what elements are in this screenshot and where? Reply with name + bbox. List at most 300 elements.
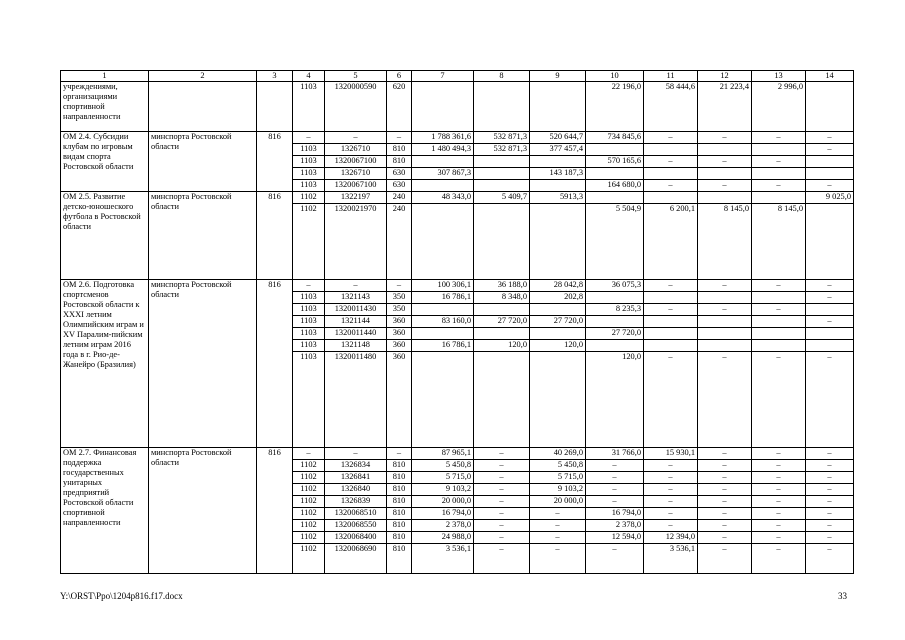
code-cell-c4: 1102	[293, 520, 325, 532]
header-cell: 13	[752, 71, 806, 82]
value-cell-c13	[752, 168, 806, 180]
value-cell-c7: 83 160,0	[412, 316, 474, 328]
value-cell-c14	[806, 82, 854, 132]
value-cell-c9: 143 187,3	[530, 168, 586, 180]
value-cell-c9: 377 457,4	[530, 144, 586, 156]
value-cell-c7: 5 715,0	[412, 472, 474, 484]
header-cell: 12	[698, 71, 752, 82]
table-row	[61, 448, 854, 460]
grbs-cell	[257, 82, 293, 132]
value-cell-c7	[412, 156, 474, 168]
value-cell-c14: –	[806, 316, 854, 328]
value-cell-c10: 12 594,0	[586, 532, 644, 544]
value-cell-c11: 6 200,1	[644, 204, 698, 280]
code-cell-c6: 810	[387, 544, 412, 574]
value-cell-c9	[530, 328, 586, 340]
value-cell-c8	[474, 328, 530, 340]
code-cell-c6: 360	[387, 340, 412, 352]
value-cell-c13	[752, 328, 806, 340]
code-cell-c5: 1326839	[325, 496, 387, 508]
code-cell-c4: –	[293, 448, 325, 460]
value-cell-c12: –	[698, 448, 752, 460]
value-cell-c14	[806, 328, 854, 340]
value-cell-c8: 532 871,3	[474, 144, 530, 156]
value-cell-c11: –	[644, 132, 698, 144]
value-cell-c12	[698, 328, 752, 340]
code-cell-c4: 1102	[293, 204, 325, 280]
value-cell-c14	[806, 204, 854, 280]
value-cell-c9	[530, 304, 586, 316]
value-cell-c14: –	[806, 132, 854, 144]
code-cell-c4: 1102	[293, 508, 325, 520]
value-cell-c7: 16 786,1	[412, 340, 474, 352]
code-cell-c5: 1326840	[325, 484, 387, 496]
value-cell-c8: 120,0	[474, 340, 530, 352]
header-cell: 4	[293, 71, 325, 82]
code-cell-c6: 360	[387, 352, 412, 448]
value-cell-c9	[530, 180, 586, 192]
value-cell-c9	[530, 156, 586, 168]
value-cell-c12	[698, 316, 752, 328]
value-cell-c13: –	[752, 520, 806, 532]
activity-name-cell: ОМ 2.5. Развитие детско-юношеского футбола в Ростовской области	[61, 192, 149, 280]
code-cell-c6: 360	[387, 316, 412, 328]
value-cell-c8: 532 871,3	[474, 132, 530, 144]
value-cell-c14: –	[806, 180, 854, 192]
code-cell-c4: 1103	[293, 168, 325, 180]
value-cell-c9: 120,0	[530, 340, 586, 352]
value-cell-c8	[474, 304, 530, 316]
value-cell-c10: 734 845,6	[586, 132, 644, 144]
table-row	[61, 132, 854, 144]
value-cell-c10: 22 196,0	[586, 82, 644, 132]
footer-file-path: Y:\ORST\Ppo\1204p816.f17.docx	[60, 591, 183, 601]
code-cell-c6: –	[387, 132, 412, 144]
value-cell-c11: –	[644, 304, 698, 316]
code-cell-c5: 1321143	[325, 292, 387, 304]
value-cell-c14	[806, 340, 854, 352]
value-cell-c8: –	[474, 544, 530, 574]
header-cell: 7	[412, 71, 474, 82]
value-cell-c11	[644, 168, 698, 180]
value-cell-c11	[644, 340, 698, 352]
value-cell-c11: –	[644, 156, 698, 168]
code-cell-c6: 240	[387, 204, 412, 280]
code-cell-c5: 1321148	[325, 340, 387, 352]
value-cell-c7: 5 450,8	[412, 460, 474, 472]
code-cell-c5: 1321144	[325, 316, 387, 328]
table-row	[61, 82, 854, 132]
value-cell-c8	[474, 156, 530, 168]
value-cell-c9: 5 715,0	[530, 472, 586, 484]
code-cell-c6: 810	[387, 472, 412, 484]
value-cell-c12	[698, 192, 752, 204]
code-cell-c4: 1102	[293, 460, 325, 472]
code-cell-c6: 810	[387, 496, 412, 508]
value-cell-c12: –	[698, 132, 752, 144]
value-cell-c11: –	[644, 280, 698, 292]
code-cell-c4: 1103	[293, 328, 325, 340]
value-cell-c9	[530, 204, 586, 280]
code-cell-c4: 1103	[293, 144, 325, 156]
value-cell-c11: –	[644, 472, 698, 484]
value-cell-c14	[806, 304, 854, 316]
value-cell-c12: –	[698, 520, 752, 532]
code-cell-c6: 630	[387, 168, 412, 180]
value-cell-c12: –	[698, 460, 752, 472]
code-cell-c4: 1103	[293, 180, 325, 192]
code-cell-c5: 1320068400	[325, 532, 387, 544]
value-cell-c7: 1 480 494,3	[412, 144, 474, 156]
value-cell-c10: –	[586, 544, 644, 574]
value-cell-c12: 8 145,0	[698, 204, 752, 280]
value-cell-c10: 164 680,0	[586, 180, 644, 192]
code-cell-c5: 1320000590	[325, 82, 387, 132]
code-cell-c4: 1102	[293, 484, 325, 496]
executor-cell: минспорта Ростовской области	[149, 280, 257, 448]
code-cell-c6: 620	[387, 82, 412, 132]
code-cell-c5: 1326834	[325, 460, 387, 472]
activity-name-cell: ОМ 2.4. Субсидии клубам по игровым видам спорта Ростовской области	[61, 132, 149, 192]
value-cell-c8: –	[474, 484, 530, 496]
code-cell-c5: –	[325, 132, 387, 144]
header-cell: 3	[257, 71, 293, 82]
value-cell-c8: –	[474, 508, 530, 520]
grbs-cell: 816	[257, 192, 293, 280]
value-cell-c8	[474, 204, 530, 280]
value-cell-c13: –	[752, 496, 806, 508]
header-cell: 2	[149, 71, 257, 82]
value-cell-c7: 1 788 361,6	[412, 132, 474, 144]
activity-name-cell: ОМ 2.7. Финансовая поддержка государственных унитарных предприятий Ростовской области спортивной направленности	[61, 448, 149, 574]
value-cell-c12: –	[698, 352, 752, 448]
value-cell-c9: 202,8	[530, 292, 586, 304]
value-cell-c10: 36 075,3	[586, 280, 644, 292]
value-cell-c8: 36 188,0	[474, 280, 530, 292]
code-cell-c4: 1103	[293, 352, 325, 448]
footer-page-number: 33	[838, 591, 847, 601]
value-cell-c13: –	[752, 156, 806, 168]
code-cell-c4: –	[293, 132, 325, 144]
value-cell-c14: –	[806, 508, 854, 520]
value-cell-c9: 520 644,7	[530, 132, 586, 144]
value-cell-c11	[644, 192, 698, 204]
code-cell-c6: 810	[387, 460, 412, 472]
code-cell-c5: 1320068690	[325, 544, 387, 574]
value-cell-c10	[586, 144, 644, 156]
value-cell-c14	[806, 168, 854, 180]
value-cell-c10: 120,0	[586, 352, 644, 448]
code-cell-c6: 810	[387, 484, 412, 496]
value-cell-c13: –	[752, 484, 806, 496]
value-cell-c12: –	[698, 484, 752, 496]
value-cell-c8	[474, 352, 530, 448]
value-cell-c11	[644, 316, 698, 328]
code-cell-c4: 1103	[293, 292, 325, 304]
value-cell-c7: 307 867,3	[412, 168, 474, 180]
value-cell-c11: –	[644, 496, 698, 508]
budget-table	[60, 70, 854, 574]
value-cell-c13: –	[752, 280, 806, 292]
value-cell-c7: 48 343,0	[412, 192, 474, 204]
executor-cell: минспорта Ростовской области	[149, 448, 257, 574]
value-cell-c13: –	[752, 304, 806, 316]
value-cell-c7	[412, 204, 474, 280]
code-cell-c6: 810	[387, 508, 412, 520]
value-cell-c13: –	[752, 460, 806, 472]
header-cell: 8	[474, 71, 530, 82]
header-cell: 6	[387, 71, 412, 82]
code-cell-c4: 1102	[293, 532, 325, 544]
value-cell-c12: –	[698, 180, 752, 192]
code-cell-c4: 1102	[293, 472, 325, 484]
code-cell-c4: 1102	[293, 192, 325, 204]
value-cell-c8: –	[474, 520, 530, 532]
executor-cell: минспорта Ростовской области	[149, 192, 257, 280]
value-cell-c9: –	[530, 520, 586, 532]
value-cell-c11	[644, 144, 698, 156]
value-cell-c8: 5 409,7	[474, 192, 530, 204]
code-cell-c5: 1320067100	[325, 156, 387, 168]
value-cell-c13: –	[752, 544, 806, 574]
value-cell-c14: –	[806, 520, 854, 532]
activity-name-cell: ОМ 2.6. Подготовка спортсменов Ростовской области к XXXI летним Олимпийским играм и XV Паралим-пийским летним играм 2016 года в г. Рио-де-Жанейро (Бразилия)	[61, 280, 149, 448]
code-cell-c5: 1326841	[325, 472, 387, 484]
value-cell-c9: 27 720,0	[530, 316, 586, 328]
value-cell-c14: –	[806, 292, 854, 304]
value-cell-c9: 40 269,0	[530, 448, 586, 460]
value-cell-c7: 16 794,0	[412, 508, 474, 520]
value-cell-c13	[752, 144, 806, 156]
header-cell: 1	[61, 71, 149, 82]
value-cell-c10: –	[586, 472, 644, 484]
value-cell-c12: –	[698, 508, 752, 520]
value-cell-c8: –	[474, 448, 530, 460]
value-cell-c7: 24 988,0	[412, 532, 474, 544]
value-cell-c11	[644, 328, 698, 340]
grbs-cell: 816	[257, 280, 293, 448]
value-cell-c13	[752, 340, 806, 352]
value-cell-c7	[412, 304, 474, 316]
grbs-cell: 816	[257, 448, 293, 574]
value-cell-c10	[586, 168, 644, 180]
value-cell-c14: –	[806, 484, 854, 496]
value-cell-c12	[698, 168, 752, 180]
value-cell-c13: –	[752, 132, 806, 144]
table-body	[61, 71, 854, 574]
header-cell: 10	[586, 71, 644, 82]
value-cell-c12	[698, 292, 752, 304]
value-cell-c13: –	[752, 472, 806, 484]
code-cell-c6: –	[387, 448, 412, 460]
table-row	[61, 280, 854, 292]
value-cell-c7	[412, 82, 474, 132]
value-cell-c13	[752, 192, 806, 204]
code-cell-c6: 240	[387, 192, 412, 204]
value-cell-c12	[698, 340, 752, 352]
executor-cell: минспорта Ростовской области	[149, 132, 257, 192]
value-cell-c13: –	[752, 180, 806, 192]
code-cell-c5: –	[325, 280, 387, 292]
value-cell-c8: –	[474, 532, 530, 544]
code-cell-c4: 1103	[293, 82, 325, 132]
value-cell-c9: 28 042,8	[530, 280, 586, 292]
value-cell-c11: –	[644, 460, 698, 472]
code-cell-c6: 360	[387, 328, 412, 340]
value-cell-c11: –	[644, 520, 698, 532]
code-cell-c5: 1326710	[325, 168, 387, 180]
value-cell-c10	[586, 316, 644, 328]
code-cell-c5: 1326710	[325, 144, 387, 156]
value-cell-c10	[586, 192, 644, 204]
value-cell-c7: 9 103,2	[412, 484, 474, 496]
value-cell-c7: 100 306,1	[412, 280, 474, 292]
value-cell-c8: 8 348,0	[474, 292, 530, 304]
value-cell-c9	[530, 82, 586, 132]
value-cell-c10: –	[586, 460, 644, 472]
code-cell-c6: 350	[387, 304, 412, 316]
value-cell-c12: –	[698, 496, 752, 508]
value-cell-c12	[698, 144, 752, 156]
code-cell-c6: 810	[387, 532, 412, 544]
value-cell-c10: 2 378,0	[586, 520, 644, 532]
value-cell-c10: 8 235,3	[586, 304, 644, 316]
value-cell-c10: –	[586, 484, 644, 496]
value-cell-c7	[412, 328, 474, 340]
executor-cell	[149, 82, 257, 132]
value-cell-c13: –	[752, 508, 806, 520]
value-cell-c14: –	[806, 544, 854, 574]
value-cell-c8	[474, 180, 530, 192]
value-cell-c12: –	[698, 472, 752, 484]
header-cell: 5	[325, 71, 387, 82]
code-cell-c6: 810	[387, 156, 412, 168]
code-cell-c4: –	[293, 280, 325, 292]
code-cell-c5: –	[325, 448, 387, 460]
value-cell-c9: 5 450,8	[530, 460, 586, 472]
value-cell-c13: –	[752, 352, 806, 448]
value-cell-c9: 9 103,2	[530, 484, 586, 496]
value-cell-c14: –	[806, 352, 854, 448]
code-cell-c5: 1320021970	[325, 204, 387, 280]
value-cell-c12: –	[698, 544, 752, 574]
code-cell-c4: 1103	[293, 316, 325, 328]
value-cell-c12: –	[698, 156, 752, 168]
value-cell-c9	[530, 352, 586, 448]
value-cell-c9: 20 000,0	[530, 496, 586, 508]
header-cell: 14	[806, 71, 854, 82]
code-cell-c6: 630	[387, 180, 412, 192]
value-cell-c14: –	[806, 472, 854, 484]
value-cell-c13: 2 996,0	[752, 82, 806, 132]
code-cell-c4: 1103	[293, 156, 325, 168]
value-cell-c8	[474, 168, 530, 180]
value-cell-c7	[412, 352, 474, 448]
code-cell-c6: –	[387, 280, 412, 292]
value-cell-c14	[806, 156, 854, 168]
value-cell-c10	[586, 292, 644, 304]
value-cell-c8: –	[474, 496, 530, 508]
code-cell-c5: 1320068510	[325, 508, 387, 520]
value-cell-c9: –	[530, 508, 586, 520]
code-cell-c5: 1320011480	[325, 352, 387, 448]
value-cell-c10: –	[586, 496, 644, 508]
value-cell-c14: –	[806, 496, 854, 508]
value-cell-c7: 3 536,1	[412, 544, 474, 574]
code-cell-c6: 810	[387, 144, 412, 156]
code-cell-c6: 350	[387, 292, 412, 304]
value-cell-c11: 15 930,1	[644, 448, 698, 460]
value-cell-c7	[412, 180, 474, 192]
value-cell-c11: –	[644, 484, 698, 496]
value-cell-c11: –	[644, 352, 698, 448]
value-cell-c14: –	[806, 448, 854, 460]
value-cell-c14: –	[806, 280, 854, 292]
value-cell-c13: 8 145,0	[752, 204, 806, 280]
code-cell-c4: 1102	[293, 496, 325, 508]
code-cell-c5: 1320068550	[325, 520, 387, 532]
value-cell-c9: –	[530, 532, 586, 544]
value-cell-c7: 16 786,1	[412, 292, 474, 304]
value-cell-c9: 5913,3	[530, 192, 586, 204]
value-cell-c11: 58 444,6	[644, 82, 698, 132]
value-cell-c14: 9 025,0	[806, 192, 854, 204]
value-cell-c13	[752, 316, 806, 328]
code-cell-c5: 1322197	[325, 192, 387, 204]
value-cell-c10: 27 720,0	[586, 328, 644, 340]
value-cell-c11: 12 394,0	[644, 532, 698, 544]
code-cell-c5: 1320067100	[325, 180, 387, 192]
value-cell-c8: –	[474, 460, 530, 472]
code-cell-c5: 1320011430	[325, 304, 387, 316]
header-row	[61, 71, 854, 82]
value-cell-c11: 3 536,1	[644, 544, 698, 574]
header-cell: 11	[644, 71, 698, 82]
grbs-cell: 816	[257, 132, 293, 192]
value-cell-c12: –	[698, 532, 752, 544]
value-cell-c11: –	[644, 180, 698, 192]
value-cell-c14: –	[806, 460, 854, 472]
value-cell-c8: 27 720,0	[474, 316, 530, 328]
value-cell-c14: –	[806, 144, 854, 156]
value-cell-c8	[474, 82, 530, 132]
value-cell-c10: 16 794,0	[586, 508, 644, 520]
value-cell-c8: –	[474, 472, 530, 484]
value-cell-c13	[752, 292, 806, 304]
value-cell-c12: 21 223,4	[698, 82, 752, 132]
code-cell-c4: 1103	[293, 340, 325, 352]
value-cell-c10	[586, 340, 644, 352]
value-cell-c13: –	[752, 532, 806, 544]
value-cell-c7: 20 000,0	[412, 496, 474, 508]
value-cell-c11	[644, 292, 698, 304]
activity-name-cell: учреждениями, организациями спортивной направленности	[61, 82, 149, 132]
code-cell-c4: 1102	[293, 544, 325, 574]
value-cell-c9: –	[530, 544, 586, 574]
value-cell-c14: –	[806, 532, 854, 544]
value-cell-c12: –	[698, 280, 752, 292]
table-row	[61, 192, 854, 204]
value-cell-c12: –	[698, 304, 752, 316]
value-cell-c10: 570 165,6	[586, 156, 644, 168]
value-cell-c7: 87 965,1	[412, 448, 474, 460]
code-cell-c5: 1320011440	[325, 328, 387, 340]
code-cell-c4: 1103	[293, 304, 325, 316]
code-cell-c6: 810	[387, 520, 412, 532]
value-cell-c7: 2 378,0	[412, 520, 474, 532]
value-cell-c13: –	[752, 448, 806, 460]
value-cell-c11: –	[644, 508, 698, 520]
